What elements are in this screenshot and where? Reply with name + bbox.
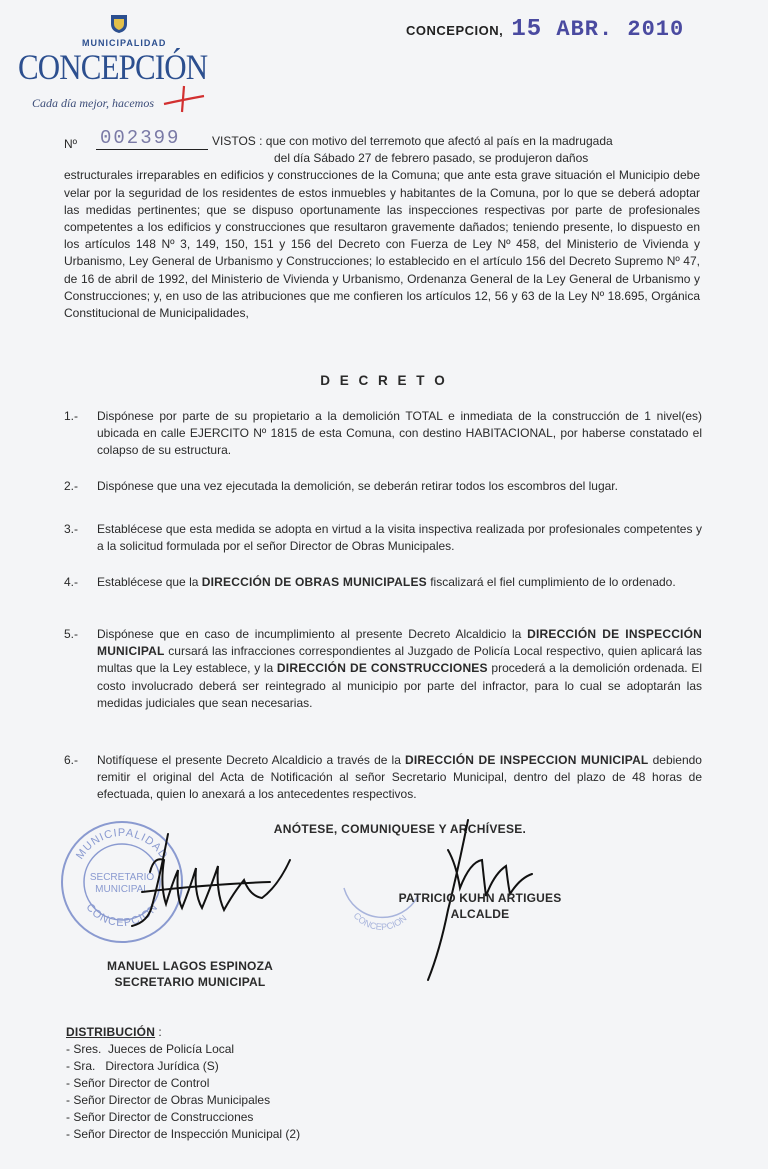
mayor-name: PATRICIO KUHN ARTIGUES [398, 891, 562, 905]
seal-right-bottom-text: CONCEPCION [351, 910, 409, 932]
municipality-logo [16, 12, 206, 120]
item-number: 4.- [64, 575, 79, 589]
vistos-line2: del día Sábado 27 de febrero pasado, se produjeron daños [274, 151, 589, 166]
date-stamp [511, 17, 684, 42]
logo-slogan: Cada día mejor, hacemos [32, 96, 154, 110]
seal-middle-text: MUNICIPAL [95, 884, 149, 895]
list-item: - Sra. Directora Jurídica (S) [66, 1059, 219, 1073]
item-number: 2.- [64, 479, 79, 493]
vistos-paragraph [64, 133, 700, 322]
list-item: - Señor Director de Obras Municipales [66, 1093, 271, 1107]
item-text-part: Establécese que la [97, 575, 202, 589]
item-number: 5.- [64, 627, 79, 641]
distribution-colon: : [155, 1025, 162, 1039]
decree-item [64, 478, 702, 495]
item-text [97, 626, 702, 712]
distribution-heading [66, 1024, 300, 1041]
distribution-list [66, 1024, 300, 1143]
item-bold-part: DIRECCIÓN DE INSPECCION MUNICIPAL [405, 753, 649, 767]
decree-item [64, 752, 702, 804]
secretary-signature-block [90, 958, 290, 990]
seal-top-text: MUNICIPALIDAD [73, 826, 171, 862]
date-month: ABR. [556, 17, 614, 42]
item-text-part: debiendo remitir el original del Acta de Notificación al señor Secretario Municipal, dentro del plazo de 48 horas de efectuada, quien lo anexará a los antecedentes respectivos. [97, 753, 702, 802]
cross-icon [162, 82, 206, 114]
item-bold-part: DIRECCIÓN DE INSPECCIÓN MUNICIPAL [97, 627, 702, 659]
seal-bottom-text: CONCEPCION [83, 901, 161, 930]
distribution-title: DISTRIBUCIÓN [66, 1025, 156, 1039]
item-number: 3.- [64, 522, 79, 536]
number-value: 002399 [100, 127, 181, 149]
mayor-role: ALCALDE [450, 907, 510, 921]
item-number: 1.- [64, 409, 79, 423]
item-text-part: fiscalizará el fiel cumplimiento de lo ordenado. [426, 575, 676, 589]
seal-middle-text: SECRETARIO [89, 872, 155, 883]
date-day: 15 [511, 16, 543, 43]
item-text: Establécese que esta medida se adopta en virtud a la visita inspectiva realizada por profesionales competentes y a la solicitud formulada por el señor Director de Obras Municipales. [97, 522, 702, 554]
list-item: - Señor Director de Construcciones [66, 1110, 254, 1124]
vistos-line1: VISTOS : que con motivo del terremoto que afectó al país en la madrugada [212, 134, 613, 148]
item-bold-part: DIRECCIÓN DE CONSTRUCCIONES [276, 661, 488, 676]
decreto-heading: D E C R E T O [320, 373, 448, 388]
list-item: - Sres. Jueces de Policía Local [66, 1042, 235, 1056]
secretary-signature [120, 826, 310, 936]
date-year: 2010 [627, 17, 685, 42]
mayor-signature-block [380, 890, 580, 922]
list-item: - Señor Director de Control [66, 1076, 210, 1090]
city-label: CONCEPCION, [406, 23, 504, 38]
secretary-name: MANUEL LAGOS ESPINOZA [107, 959, 273, 973]
coat-of-arms-icon [110, 14, 128, 34]
item-text: Dispónese que una vez ejecutada la demolición, se deberán retirar todos los escombros del lugar. [97, 479, 618, 493]
item-text: Dispónese por parte de su propietario a la demolición TOTAL e inmediata de la construcción de 1 nivel(es) ubicada en calle EJERCITO Nº 1815 de esta Comuna, con destino HABITACIONAL, por haberse constatado el colapso de su estructura. [97, 409, 702, 458]
item-text [97, 752, 702, 804]
item-bold-part: DIRECCIÓN DE OBRAS MUNICIPALES [201, 575, 427, 589]
decree-item [64, 574, 702, 591]
item-text [97, 574, 702, 591]
secretary-role: SECRETARIO MUNICIPAL [114, 975, 266, 989]
decree-item [64, 408, 702, 460]
item-text-part: procederá a la demolición ordenada. El costo involucrado deberá ser reintegrado al municipio por parte del infractor, para lo cual se adoptarán las medidas judiciales que sean necesarias. [97, 661, 702, 710]
item-text-part: Dispónese que en caso de incumplimiento al presente Decreto Alcaldicio la [97, 627, 528, 641]
logo-municipalidad: MUNICIPALIDAD [82, 38, 167, 48]
closing-formula: ANÓTESE, COMUNIQUESE Y ARCHÍVESE. [273, 822, 527, 836]
item-number: 6.- [64, 753, 79, 767]
decree-item [64, 626, 702, 712]
vistos-body: estructurales irreparables en edificios y construcciones de la Comuna; que ante esta grave situación el Municipio debe velar por la seguridad de los residentes de estos inmuebles y habitantes de la Comuna, por lo que se deberá adoptar las medidas pertinentes; que se dispuso oportunamente las inspecciones respectivas por parte de profesionales competentes a los edificios y construcciones que resultaron gravemente dañados; teniendo presente, lo dispuesto en los artículos 148 Nº 3, 149, 150, 151 y 156 del Decreto con Fuerza de Ley Nº 458, del Ministerio de Vivienda y Urbanismo, Ley General de Urbanismo y Construcciones; lo establecido en el artículo 156 del Decreto Supremo Nº 47, de 16 de abril de 1992, del Ministerio de Vivienda y Urbanismo, Ordenanza General de la Ley General de Urbanismo y Construcciones; y, en uso de las atribuciones que me confieren los artículos 12, 56 y 63 de la Ley Nº 18.695, Orgánica Constitucional de Municipalidades, [64, 168, 700, 321]
item-text-part: Notifíquese el presente Decreto Alcaldicio a través de la [97, 753, 406, 767]
logo-name: CONCEPCIÓN [18, 47, 208, 87]
decree-item [64, 521, 702, 555]
item-text-part: cursará las infracciones correspondientes al Juzgado de Policía Local respectivo, quien aplicará las multas que la Ley establece, y la [97, 644, 702, 676]
place-date [406, 16, 684, 43]
number-label: Nº [64, 137, 78, 151]
list-item: - Señor Director de Inspección Municipal (2) [66, 1127, 301, 1141]
